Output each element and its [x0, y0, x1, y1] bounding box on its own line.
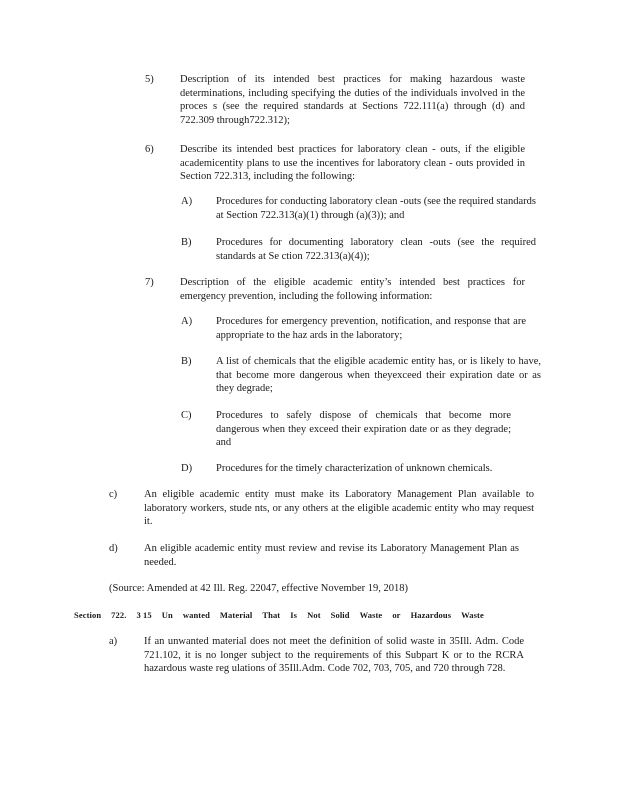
- item-text: Procedures for documenting laboratory clean -outs (see the required standards at Se ction 722.313(a)(4));: [216, 237, 536, 262]
- item-label: 7): [145, 277, 154, 288]
- item-text: Procedures for conducting laboratory clean -outs (see the required standards at Section 722.313(a)(1) through (a)(3)); and: [216, 196, 536, 221]
- heading-word: or: [392, 610, 401, 620]
- item-label: a): [109, 636, 118, 647]
- heading-word: Un: [161, 610, 173, 620]
- heading-word: 722.: [111, 610, 127, 620]
- item-text: An eligible academic entity must make its Laboratory Management Plan available to laboratory workers, stude nts, or any others at the eligible academic entity who may request it.: [144, 489, 534, 528]
- heading-word: Not: [307, 610, 321, 620]
- heading-word: Section: [74, 610, 102, 620]
- item-label: C): [181, 410, 192, 421]
- heading-word: That: [262, 610, 281, 620]
- item-text: Procedures for emergency prevention, notification, and response that are appropriate to the haz ards in the laboratory;: [216, 316, 526, 341]
- heading-word: Waste: [461, 610, 484, 620]
- item-text: Procedures to safely dispose of chemicals that become more dangerous when they exceed their expiration date or as they degrade; and: [216, 410, 511, 449]
- item-text: An eligible academic entity must review and revise its Laboratory Management Plan as needed.: [144, 543, 519, 568]
- item-text: Describe its intended best practices for laboratory clean - outs, if the eligible academicentity plans to use the incentives for laboratory clean - outs provided in Section 722.313, including the following:: [180, 144, 525, 183]
- item-label: A): [181, 316, 193, 327]
- heading-word: Solid: [330, 610, 350, 620]
- heading-word: wanted: [182, 610, 210, 620]
- heading-word: Is: [290, 610, 298, 620]
- heading-word: Hazardous: [410, 610, 452, 620]
- heading-word: Material: [219, 610, 253, 620]
- item-label: D): [181, 463, 193, 474]
- item-text: Description of its intended best practices for making hazardous waste determinations, including specifying the duties of the individuals involved in the proces s (see the required standards at Sections 722.111(a) through (d) and 722.309 through722.312);: [180, 74, 525, 127]
- item-label: d): [109, 543, 118, 554]
- item-text: Description of the eligible academic entity’s intended best practices for emergency prevention, including the following information:: [180, 277, 525, 302]
- item-label: 5): [145, 74, 154, 85]
- heading-word: 3 15: [136, 610, 152, 620]
- item-label: c): [109, 489, 118, 500]
- source-note: (Source: Amended at 42 Ill. Reg. 22047, effective November 19, 2018): [109, 583, 408, 594]
- item-label: B): [181, 237, 192, 248]
- item-text: If an unwanted material does not meet the definition of solid waste in 35Ill. Adm. Code 721.102, it is no longer subject to the requirements of this Subpart K or to the RCRA hazardous waste reg ulations of 35Ill.Adm. Code 702, 703, 705, and 720 through 728.: [144, 636, 524, 675]
- section-heading: [74, 609, 484, 623]
- item-label: B): [181, 356, 192, 367]
- item-text: Procedures for the timely characterization of unknown chemicals.: [216, 463, 493, 474]
- heading-word: Waste: [359, 610, 383, 620]
- item-label: A): [181, 196, 193, 207]
- item-text: A list of chemicals that the eligible academic entity has, or is likely to have, that become more dangerous when theyexceed their expiration date or as they degrade;: [216, 356, 541, 395]
- item-label: 6): [145, 144, 154, 155]
